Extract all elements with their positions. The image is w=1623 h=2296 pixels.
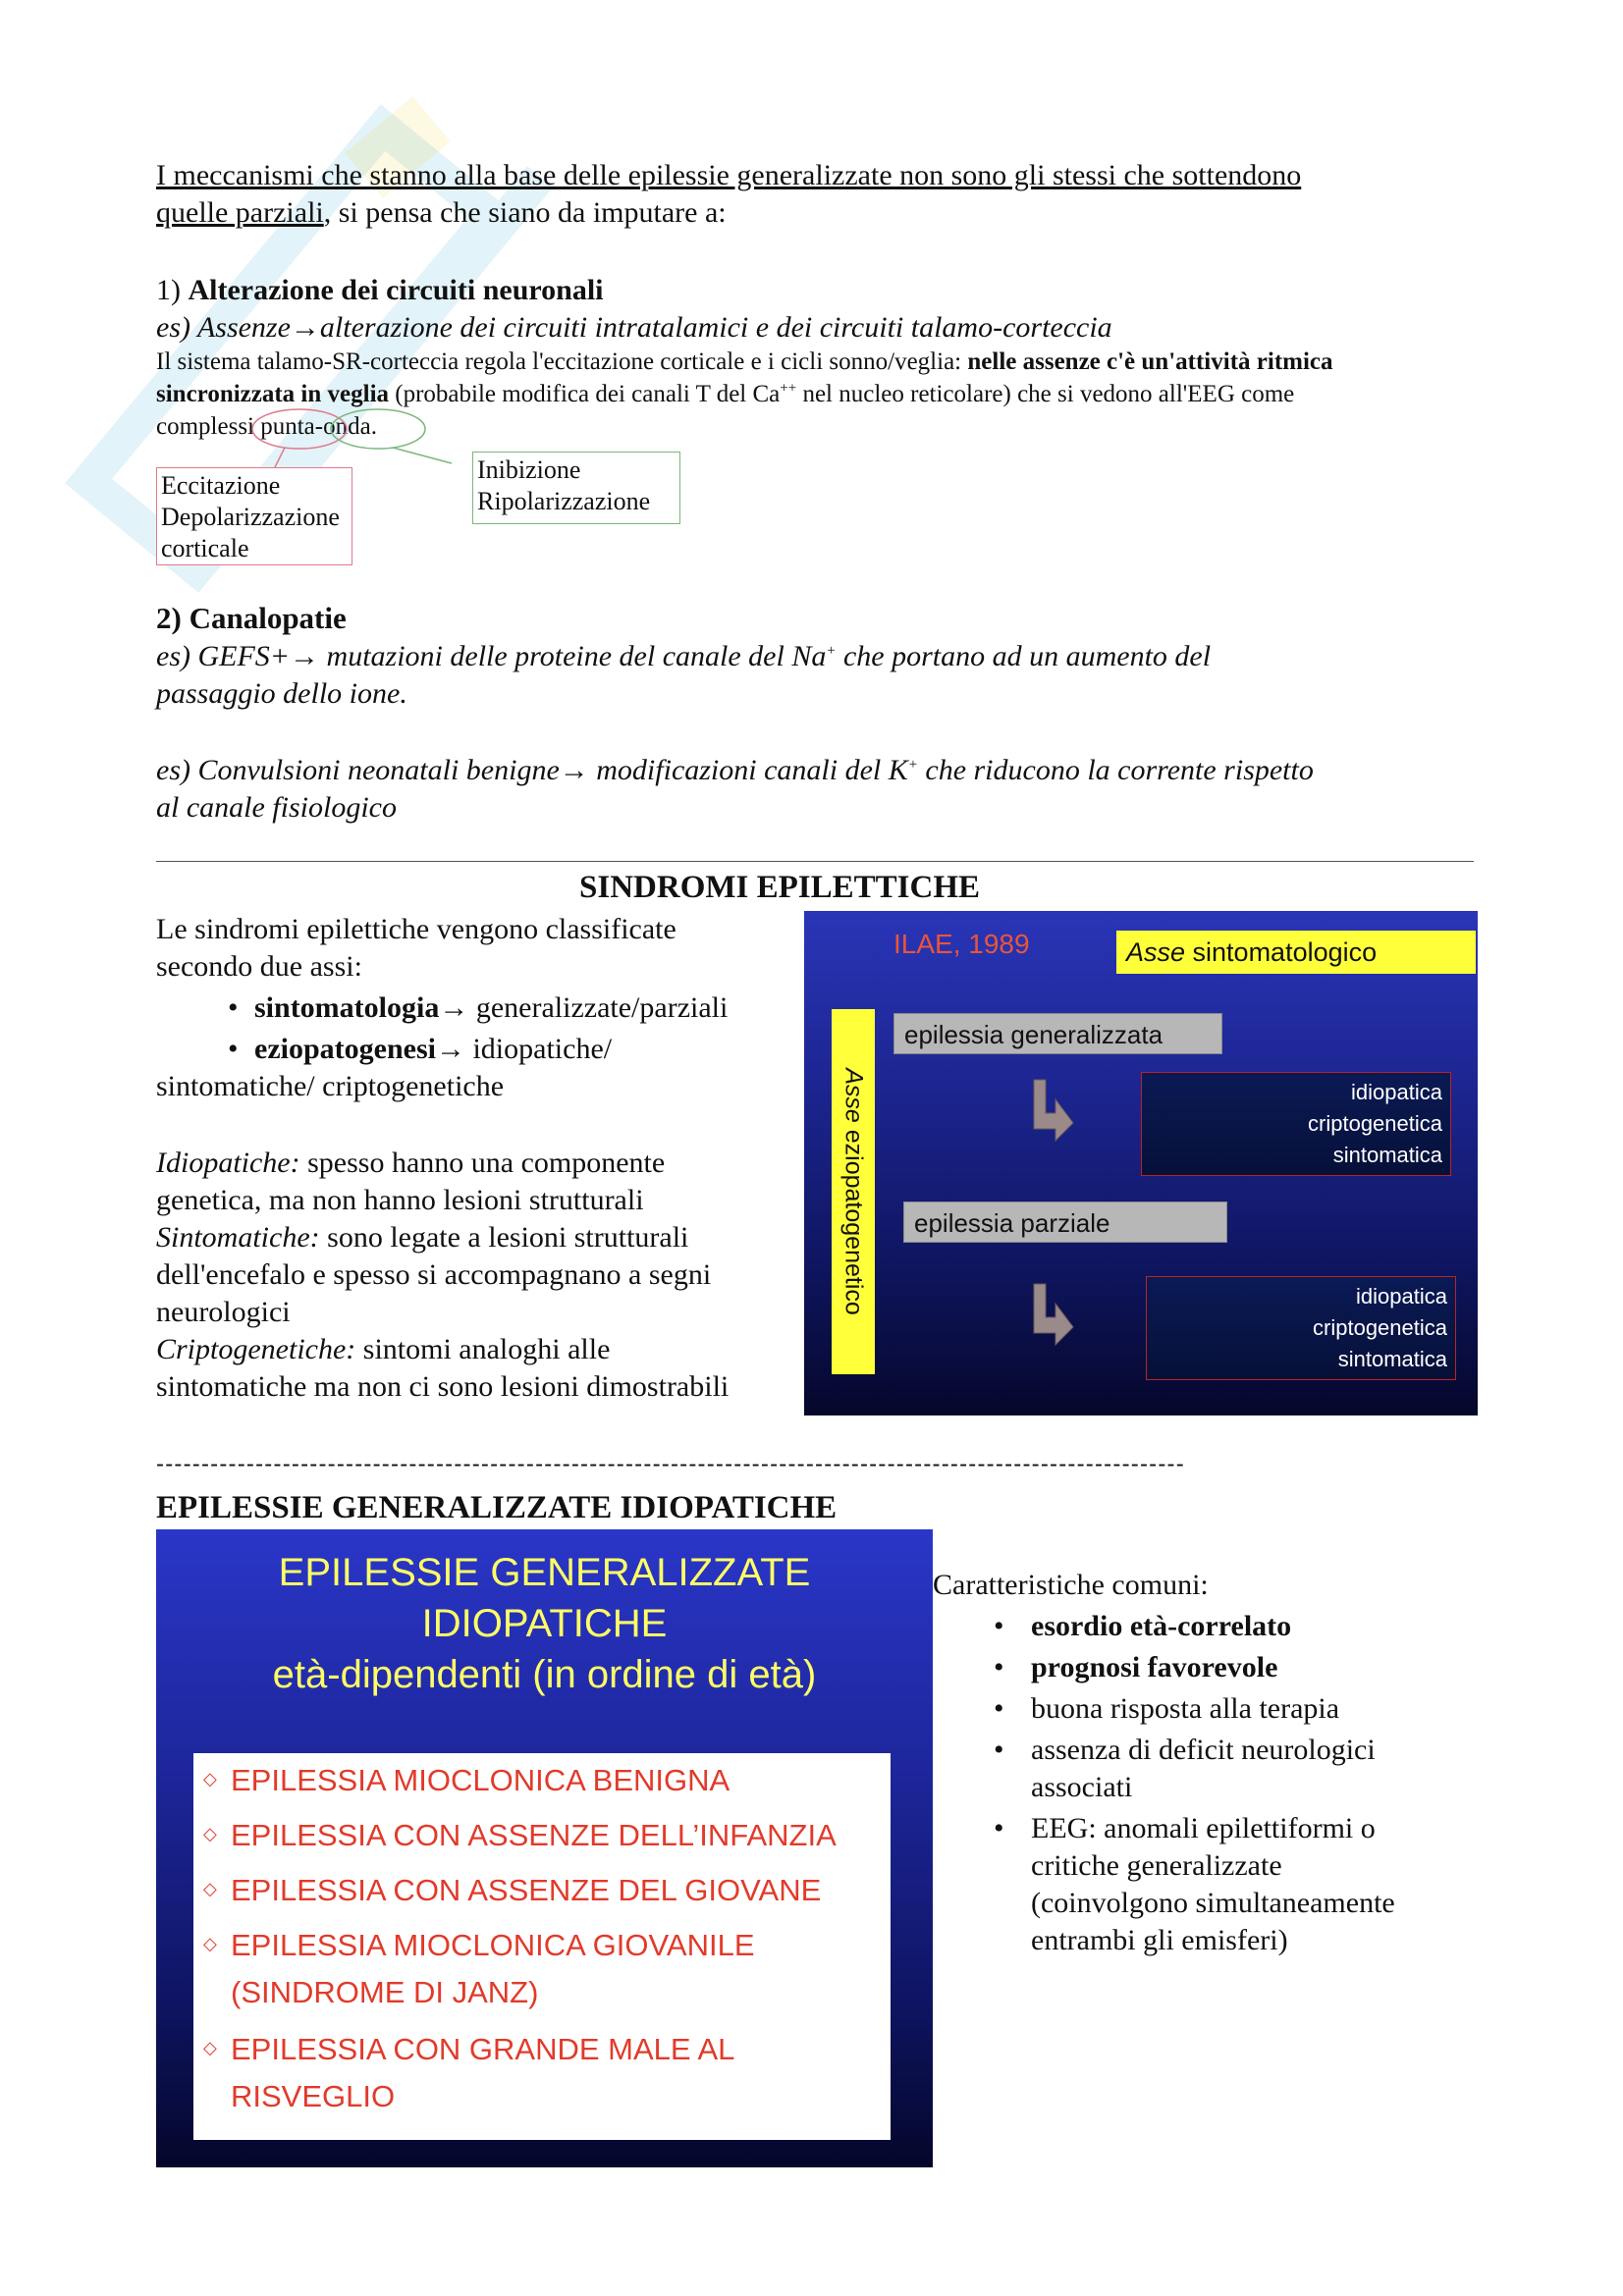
section2-example-1: es) GEFS+→ mutazioni delle proteine del canale del Na+ che portano ad un aumento del [156, 640, 1212, 672]
callout-ovals [245, 402, 461, 471]
slide-list-item: RISVEGLIO [231, 2079, 396, 2113]
section1-body-1: Il sistema talamo-SR-corteccia regola l'eccitazione corticale e i cicli sonno/veglia: nelle assenze c'è un'attività ritmica [156, 348, 1333, 375]
criptogenetiche-def-2: sintomatiche ma non ci sono lesioni dimostrabili [156, 1370, 730, 1403]
caratteristica-item: EEG: anomali epilettiformi o [1031, 1812, 1376, 1844]
sindromi-p2: secondo due assi: [156, 950, 362, 983]
callout-box-inibizione: Inibizione Ripolarizzazione [472, 452, 680, 524]
idiopatiche-def-2: genetica, ma non hanno lesioni strutturali [156, 1184, 644, 1216]
bullet-icon: • [228, 1033, 239, 1065]
sindromi-title: SINDROMI EPILETTICHE [579, 870, 981, 905]
sindromi-p1: Le sindromi epilettiche vengono classificate [156, 913, 676, 945]
slide-list-item: EPILESSIA MIOCLONICA BENIGNA [231, 1763, 730, 1797]
criptogenetiche-def: Criptogenetiche: sintomi analoghi alle [156, 1333, 611, 1365]
sindromi-bullet-1: sintomatologia→ generalizzate/parziali [254, 991, 729, 1024]
bullet-icon: • [994, 1812, 1004, 1844]
idiopatiche-def: Idiopatiche: spesso hanno una componente [156, 1147, 666, 1179]
section1-heading: 1) Alterazione dei circuiti neuronali [156, 274, 604, 306]
bullet-icon: • [994, 1692, 1004, 1725]
intro-line-2: quelle parziali, si pensa che siano da imputare a: [156, 196, 727, 229]
section2-example-2b: al canale fisiologico [156, 791, 397, 824]
slide-list-box [193, 1753, 891, 2140]
bullet-icon: • [994, 1651, 1004, 1683]
section2-heading: 2) Canalopatie [156, 601, 347, 635]
slide-title-1: EPILESSIE GENERALIZZATE [278, 1551, 811, 1594]
slide-list-item: EPILESSIA CON GRANDE MALE AL [231, 2032, 735, 2066]
parziale-subtypes: idiopatica criptogenetica sintomatica [1146, 1276, 1456, 1380]
diamond-bullet-icon: ◇ [203, 2038, 217, 2058]
diamond-bullet-icon: ◇ [203, 1934, 217, 1954]
callout-box-eccitazione: Eccitazione Depolarizzazione corticale [156, 467, 352, 565]
dashed-separator: ------------------------------------------------------------------------------------------------------------------ [156, 1451, 1185, 1477]
sindromi-bullet-2: eziopatogenesi→ idiopatiche/ [254, 1033, 613, 1065]
caratteristica-item: associati [1031, 1771, 1133, 1803]
asse-eziopatogenetico: Asse eziopatogenetico [839, 1068, 868, 1315]
section1-body-3: complessi punta-onda. [156, 413, 377, 440]
diamond-bullet-icon: ◇ [203, 1824, 217, 1844]
caratteristica-item: critiche generalizzate [1031, 1849, 1282, 1882]
epilessie-slide [156, 1529, 933, 2167]
epilessia-parziale-box: epilessia parziale [903, 1201, 1227, 1243]
generalizzata-subtypes: idiopatica criptogenetica sintomatica [1141, 1072, 1451, 1176]
caratteristica-item: esordio età-correlato [1031, 1610, 1292, 1642]
epilessia-generalizzata-box: epilessia generalizzata [893, 1013, 1222, 1054]
sintomatiche-def-2: dell'encefalo e spesso si accompagnano a segni [156, 1258, 712, 1291]
sintomatiche-def-3: neurologici [156, 1296, 291, 1328]
sintomatiche-def: Sintomatiche: sono legate a lesioni strutturali [156, 1221, 689, 1254]
section2-example-2: es) Convulsioni neonatali benigne→ modificazioni canali del K+ che riducono la corrente rispetto [156, 754, 1314, 786]
ilae-label: ILAE, 1989 [893, 929, 1030, 959]
classification-slide [804, 911, 1478, 1415]
bullet-icon: • [228, 991, 239, 1024]
bullet-icon: • [994, 1610, 1004, 1642]
section2-example-1b: passaggio dello ione. [156, 677, 407, 710]
diamond-bullet-icon: ◇ [203, 1879, 217, 1899]
slide-title-3: età-dipendenti (in ordine di età) [272, 1653, 817, 1696]
caratteristica-item: assenza di deficit neurologici [1031, 1734, 1376, 1766]
divider [156, 861, 1474, 862]
section1-body-2: sincronizzata in veglia (probabile modifica dei canali T del Ca++ nel nucleo reticolare) che si vedono all'EEG come [156, 380, 1295, 407]
caratteristica-item: entrambi gli emisferi) [1031, 1924, 1288, 1956]
slide-title-2: IDIOPATICHE [421, 1602, 668, 1645]
caratteristica-item: buona risposta alla terapia [1031, 1692, 1340, 1725]
section1-example: es) Assenze→alterazione dei circuiti intratalamici e dei circuiti talamo-corteccia [156, 311, 1112, 344]
slide-list-item: EPILESSIA MIOCLONICA GIOVANILE [231, 1928, 755, 1962]
diamond-bullet-icon: ◇ [203, 1769, 217, 1789]
asse-sintomatologico: Asse sintomatologico [1116, 931, 1476, 974]
sindromi-bullet-2-cont: sintomatiche/ criptogenetiche [156, 1070, 505, 1102]
slide-list-item: (SINDROME DI JANZ) [231, 1975, 539, 2009]
epilessie-title: EPILESSIE GENERALIZZATE IDIOPATICHE [156, 1490, 838, 1525]
arrow-down-right-icon [1028, 1280, 1077, 1347]
caratteristiche-heading: Caratteristiche comuni: [933, 1569, 1209, 1601]
caratteristica-item: (coinvolgono simultaneamente [1031, 1887, 1395, 1919]
bullet-icon: • [994, 1734, 1004, 1766]
intro-line-1: I meccanismi che stanno alla base delle epilessie generalizzate non sono gli stessi che sottendono [156, 159, 1302, 191]
caratteristica-item: prognosi favorevole [1031, 1651, 1278, 1683]
slide-list-item: EPILESSIA CON ASSENZE DELL’INFANZIA [231, 1818, 837, 1852]
slide-list-item: EPILESSIA CON ASSENZE DEL GIOVANE [231, 1873, 822, 1907]
arrow-down-right-icon [1028, 1076, 1077, 1143]
